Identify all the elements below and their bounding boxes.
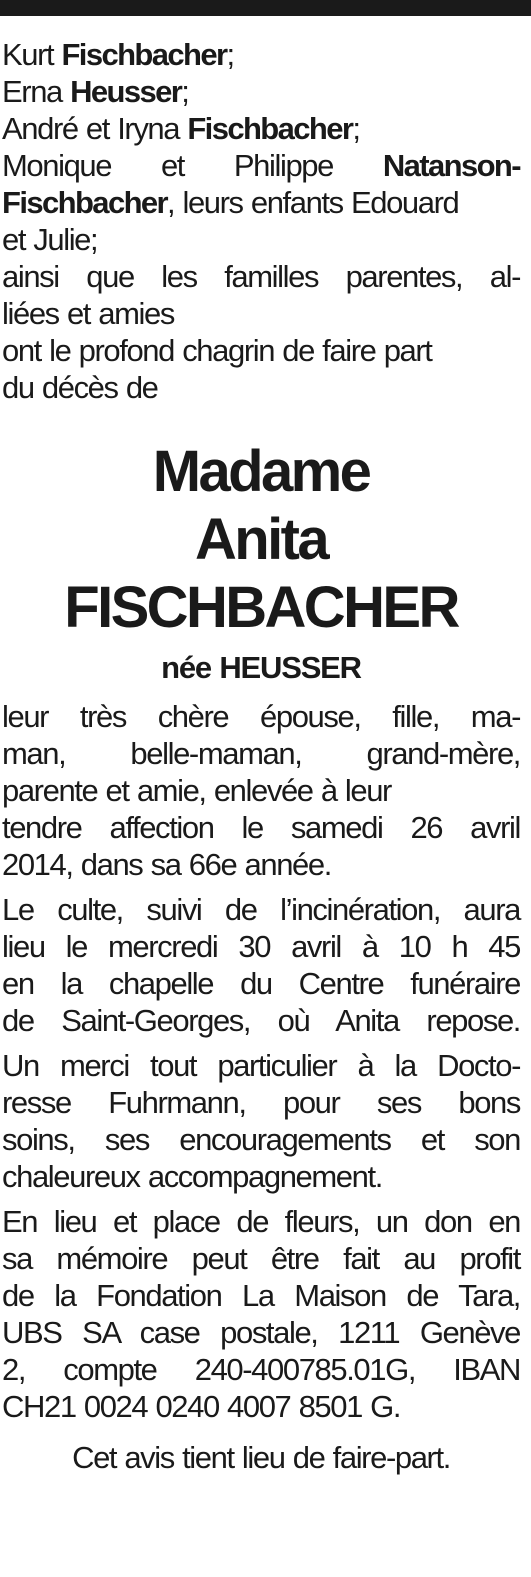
family-member: Kurt Fischbacher; xyxy=(2,37,234,72)
family-surname: Fischbacher xyxy=(187,111,353,146)
family-member: André et Iryna Fischbacher; xyxy=(2,111,360,146)
top-border-rule xyxy=(0,0,531,16)
family-member: Erna Heusser; xyxy=(2,74,189,109)
family-list xyxy=(2,36,520,258)
family-children: et Julie; xyxy=(2,222,98,257)
deceased-title: Madame xyxy=(152,439,370,504)
extended-family: ainsi que les familles parentes, al- liées et amies xyxy=(2,259,520,331)
donation-paragraph: En lieu et place de fleurs, un don en sa mémoire peut être fait au profit de la Fondation La Maison de Tara, UBS SA case postale, 1211 Genève 2, compte 240-400785.01G, IBAN CH21 0024 0240 4007 8501 G. xyxy=(2,1204,520,1424)
family-surname: Fischbacher xyxy=(61,37,227,72)
thanks-paragraph: Un merci tout particulier à la Docto- resse Fuhrmann, pour ses bons soins, ses encouragements et son chaleureux accompagnement. xyxy=(2,1048,520,1194)
closing-note: Cet avis tient lieu de faire-part. xyxy=(72,1440,450,1475)
family-member-cont: Fischbacher, leurs enfants Edouard xyxy=(2,185,459,220)
death-notice xyxy=(2,36,520,1476)
family-member: Monique et Philippe Natanson- xyxy=(2,148,520,183)
maiden-name: née HEUSSER xyxy=(161,650,361,685)
family-surname: Heusser xyxy=(70,74,182,109)
bio-paragraph: leur très chère épouse, fille, ma- man, belle-maman, grand-mère, parente et amie, enlevée à leur tendre affection le samedi 26 avril 2014, dans sa 66e année. xyxy=(2,699,520,882)
announcement: ont le profond chagrin de faire part du décès de xyxy=(2,333,432,405)
deceased-name-block xyxy=(2,438,520,688)
ceremony-paragraph: Le culte, suivi de l’incinération, aura lieu le mercredi 30 avril à 10 h 45 en la chapelle du Centre funéraire de Saint-Georges, où Anita repose. xyxy=(2,892,520,1038)
family-surname: Natanson- xyxy=(382,148,520,183)
deceased-name: Anita FISCHBACHER xyxy=(64,507,458,640)
family-surname: Fischbacher xyxy=(2,185,168,220)
